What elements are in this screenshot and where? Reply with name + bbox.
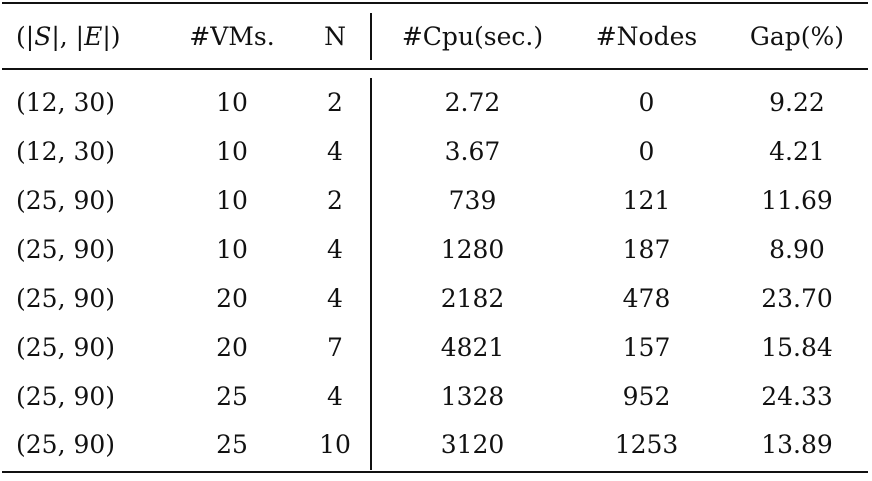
table-row xyxy=(2,377,868,417)
cell-cpu: 3120 xyxy=(440,430,505,459)
header-gap: Gap(%) xyxy=(749,22,845,51)
cell-graph-size: (25, 90) xyxy=(16,333,116,362)
cell-n: 4 xyxy=(327,235,343,264)
cell-n: 10 xyxy=(319,430,351,459)
cell-vms: 25 xyxy=(216,430,248,459)
table-row xyxy=(2,328,868,368)
table-row xyxy=(2,279,868,319)
cell-graph-size: (25, 90) xyxy=(16,430,116,459)
cell-n: 4 xyxy=(327,284,343,313)
cell-nodes: 157 xyxy=(622,333,671,362)
cell-vms: 10 xyxy=(216,186,248,215)
cell-gap: 15.84 xyxy=(761,333,833,362)
table-row xyxy=(2,181,868,221)
cell-nodes: 121 xyxy=(622,186,671,215)
cell-vms: 20 xyxy=(216,333,248,362)
table-row xyxy=(2,230,868,270)
cell-vms: 10 xyxy=(216,235,248,264)
cell-cpu: 1280 xyxy=(440,235,505,264)
cell-n: 4 xyxy=(327,137,343,166)
cell-graph-size: (25, 90) xyxy=(16,235,116,264)
cell-cpu: 1328 xyxy=(440,382,505,411)
cell-graph-size: (12, 30) xyxy=(16,88,116,117)
cell-gap: 11.69 xyxy=(761,186,833,215)
table-row xyxy=(2,132,868,172)
cell-gap: 8.90 xyxy=(769,235,825,264)
header-rule xyxy=(2,68,868,70)
cell-graph-size: (25, 90) xyxy=(16,186,116,215)
cell-nodes: 0 xyxy=(638,88,655,117)
cell-gap: 4.21 xyxy=(769,137,825,166)
bottom-rule xyxy=(2,471,868,473)
cell-nodes: 0 xyxy=(638,137,655,166)
cell-n: 2 xyxy=(327,88,343,117)
table-row xyxy=(2,83,868,123)
cell-vms: 20 xyxy=(216,284,248,313)
cell-cpu: 3.67 xyxy=(444,137,501,166)
cell-graph-size: (25, 90) xyxy=(16,284,116,313)
cell-vms: 10 xyxy=(216,137,248,166)
header-column-divider xyxy=(370,13,372,60)
header-cpu: #Cpu(sec.) xyxy=(401,22,544,51)
cell-nodes: 187 xyxy=(622,235,671,264)
cell-vms: 25 xyxy=(216,382,248,411)
cell-graph-size: (25, 90) xyxy=(16,382,116,411)
cell-cpu: 2.72 xyxy=(444,88,501,117)
header-n: N xyxy=(324,22,346,51)
cell-gap: 24.33 xyxy=(761,382,833,411)
cell-nodes: 952 xyxy=(622,382,671,411)
cell-cpu: 4821 xyxy=(440,333,505,362)
header-graph-size: (|S|, |E|) xyxy=(16,22,121,51)
cell-graph-size: (12, 30) xyxy=(16,137,116,166)
cell-n: 2 xyxy=(327,186,343,215)
header-nodes: #Nodes xyxy=(595,22,698,51)
cell-n: 4 xyxy=(327,382,343,411)
cell-gap: 9.22 xyxy=(769,88,825,117)
header-vms: #VMs. xyxy=(189,22,275,51)
results-table xyxy=(2,0,868,481)
cell-nodes: 478 xyxy=(622,284,671,313)
cell-n: 7 xyxy=(327,333,343,362)
cell-cpu: 739 xyxy=(448,186,497,215)
table-header-row xyxy=(2,17,868,57)
top-rule xyxy=(2,2,868,4)
table-row xyxy=(2,425,868,465)
cell-gap: 23.70 xyxy=(761,284,833,313)
cell-gap: 13.89 xyxy=(761,430,833,459)
cell-vms: 10 xyxy=(216,88,248,117)
cell-nodes: 1253 xyxy=(614,430,679,459)
cell-cpu: 2182 xyxy=(440,284,505,313)
